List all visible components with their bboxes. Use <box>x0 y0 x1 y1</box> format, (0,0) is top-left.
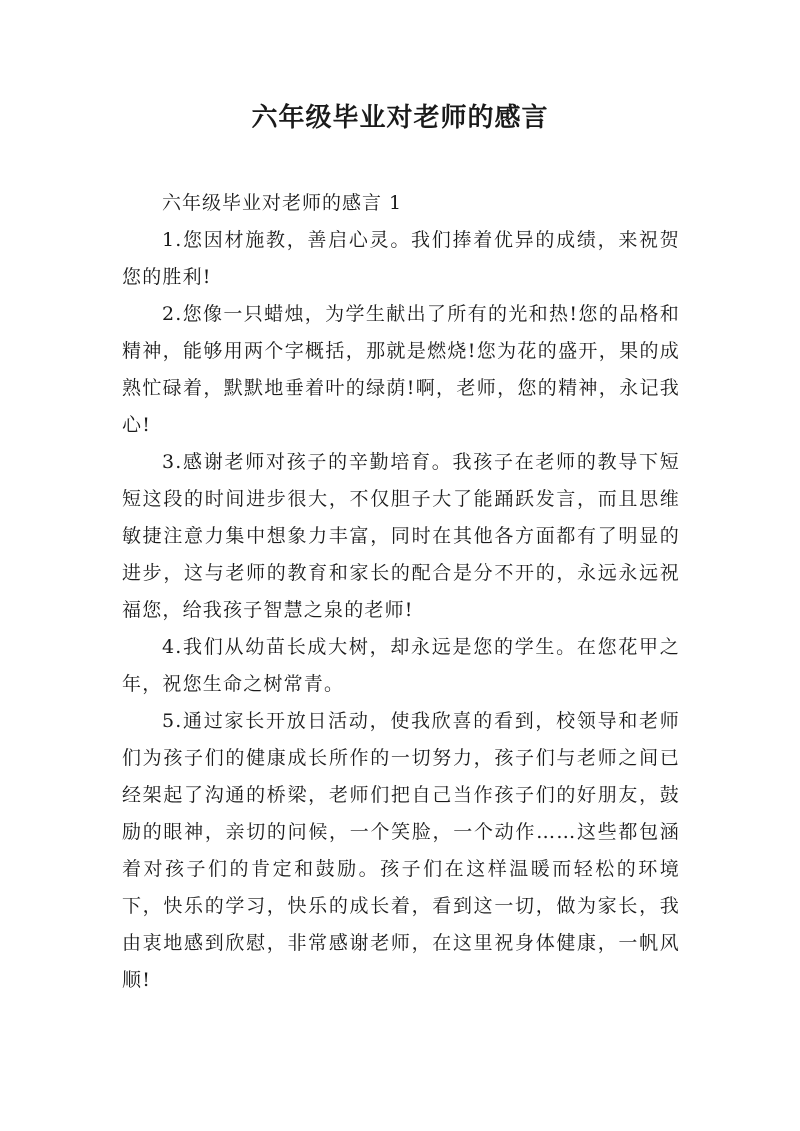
document-body <box>122 185 680 999</box>
paragraph-5: 5.通过家长开放日活动，使我欣喜的看到，校领导和老师们为孩子们的健康成长所作的一切努力，孩子们与老师之间已经架起了沟通的桥梁，老师们把自己当作孩子们的好朋友，鼓励的眼神，亲切的问候，一个笑脸，一个动作……这些都包涵着对孩子们的肯定和鼓励。孩子们在这样温暖而轻松的环境下，快乐的学习，快乐的成长着，看到这一切，做为家长，我由衷地感到欣慰，非常感谢老师，在这里祝身体健康，一帆风顺! <box>122 710 680 991</box>
paragraph-2: 2.您像一只蜡烛，为学生献出了所有的光和热!您的品格和精神，能够用两个字概括，那就是燃烧!您为花的盛开，果的成熟忙碌着，默默地垂着叶的绿荫!啊，老师，您的精神，永记我心! <box>122 303 680 436</box>
section-subtitle: 六年级毕业对老师的感言 1 <box>162 192 403 214</box>
paragraph-1: 1.您因材施教，善启心灵。我们捧着优异的成绩，来祝贺您的胜利! <box>122 229 680 288</box>
paragraph-3: 3.感谢老师对孩子的辛勤培育。我孩子在老师的教导下短短这段的时间进步很大，不仅胆子大了能踊跃发言，而且思维敏捷注意力集中想象力丰富，同时在其他各方面都有了明显的进步，这与老师的教育和家长的配合是分不开的，永远永远祝福您，给我孩子智慧之泉的老师! <box>122 451 680 621</box>
paragraph-4: 4.我们从幼苗长成大树，却永远是您的学生。在您花甲之年，祝您生命之树常青。 <box>122 636 680 695</box>
document-title: 六年级毕业对老师的感言 <box>251 103 549 133</box>
